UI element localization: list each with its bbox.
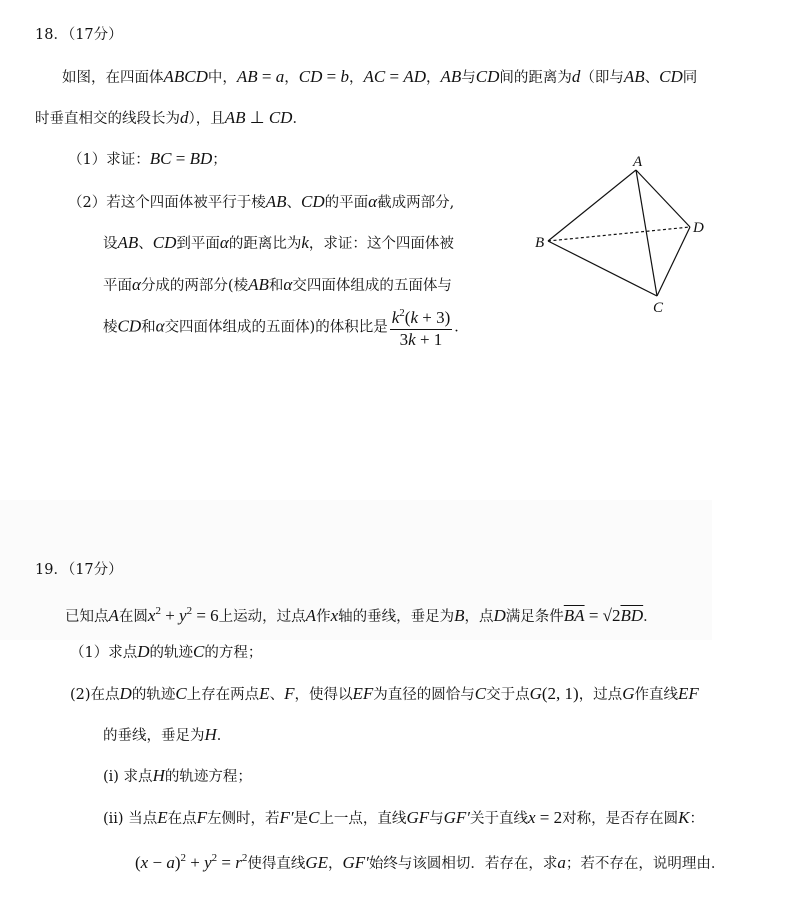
q19-part-2-line-2 xyxy=(103,725,231,746)
tetrahedron-diagram xyxy=(520,150,720,320)
math-symbol: b xyxy=(340,67,349,86)
text-run: ， xyxy=(328,856,343,872)
math-symbol: D xyxy=(137,642,150,661)
superscript: 2 xyxy=(241,852,248,864)
text-run: 作 xyxy=(316,609,331,625)
text-run: (2)在点 xyxy=(70,687,120,703)
math-symbol: H xyxy=(152,766,165,785)
q18-part-2-line-2 xyxy=(103,233,454,254)
math-expression: = xyxy=(385,67,404,86)
math-symbol: k xyxy=(391,308,400,327)
math-symbol: α xyxy=(283,275,293,294)
text-run: 上一点，直线 xyxy=(319,811,407,827)
math-expression: 3 xyxy=(399,330,409,349)
math-symbol: GF′ xyxy=(342,853,369,872)
q19-part-2-line-1 xyxy=(70,684,699,705)
text-run: 与 xyxy=(461,70,476,86)
math-symbol: CD xyxy=(301,192,325,211)
text-run: ． xyxy=(454,319,469,336)
math-symbol: C xyxy=(308,808,320,827)
text-run: ，过点 xyxy=(578,687,623,703)
math-symbol: a xyxy=(275,67,285,86)
math-expression: ) xyxy=(174,853,181,872)
text-run: 交于点 xyxy=(486,687,530,703)
fraction-numerator xyxy=(390,304,453,330)
text-run: 上运动，过点 xyxy=(218,609,306,625)
text-run: 、 xyxy=(269,687,285,703)
math-symbol: y xyxy=(179,606,187,625)
vertex-label-c: C xyxy=(653,300,664,316)
text-run: 间的距离为 xyxy=(499,70,572,86)
math-expression: ( xyxy=(404,308,411,327)
math-symbol: C xyxy=(175,684,187,703)
math-symbol: CD xyxy=(659,67,683,86)
math-symbol: F xyxy=(196,808,207,827)
text-run: 设 xyxy=(103,236,118,252)
text-run: ），且 xyxy=(188,111,225,127)
math-symbol: E xyxy=(157,808,168,827)
math-symbol: ABCD xyxy=(163,67,208,86)
math-symbol: D xyxy=(119,684,132,703)
text-run: 19．（17分） xyxy=(35,562,123,578)
superscript: 2 xyxy=(211,852,218,864)
vertex-label-b: B xyxy=(535,235,545,251)
text-run: 轴的垂线，垂足为 xyxy=(338,609,455,625)
math-symbol: CD xyxy=(152,233,177,252)
math-symbol: k xyxy=(408,330,416,349)
text-run: 交四面体组成的五面体)的体积比是 xyxy=(164,319,388,336)
math-expression: = √2 xyxy=(584,606,621,625)
math-symbol: k xyxy=(410,308,418,327)
text-run: 和 xyxy=(268,278,284,294)
text-run: 上存在两点 xyxy=(186,687,260,703)
text-run: 与 xyxy=(429,811,444,827)
text-run: 已知点 xyxy=(65,609,109,625)
math-symbol: EF xyxy=(352,684,374,703)
text-run: （1）求证： xyxy=(68,152,150,168)
text-run: ． xyxy=(216,728,232,744)
text-run: 是 xyxy=(293,811,309,827)
math-symbol: CD xyxy=(268,108,293,127)
text-run: 的轨迹 xyxy=(131,687,176,703)
text-run: ， xyxy=(425,70,441,86)
math-symbol: AB xyxy=(248,275,269,294)
text-run: ，使得以 xyxy=(294,687,353,703)
math-symbol: D xyxy=(493,606,506,625)
math-expression: + xyxy=(160,606,180,625)
text-run: 平面 xyxy=(103,278,132,294)
math-symbol: BC xyxy=(149,149,172,168)
math-symbol: AD xyxy=(403,67,426,86)
math-symbol: GF′ xyxy=(443,808,470,827)
math-symbol: A xyxy=(108,606,119,625)
text-run: 中， xyxy=(207,70,237,86)
math-expression: = 2 xyxy=(535,808,563,827)
text-run: （1）求点 xyxy=(70,645,138,661)
text-run: 交四面体组成的五面体与 xyxy=(292,278,452,294)
math-expression: ( xyxy=(135,853,141,872)
math-symbol: H xyxy=(204,725,217,744)
q18-part-2-line-1 xyxy=(68,192,454,213)
math-symbol: x xyxy=(140,853,149,872)
q19-part-2-ii-line-1 xyxy=(103,808,704,829)
math-expression: + 3) xyxy=(417,308,451,327)
text-run: ，求证：这个四面体被 xyxy=(308,236,454,252)
math-symbol: x xyxy=(330,606,339,625)
text-run: ， xyxy=(284,70,299,86)
vertex-label-a: A xyxy=(633,154,643,170)
text-run: 始终与该圆相切．若存在，求 xyxy=(368,856,558,872)
math-symbol: F xyxy=(284,684,295,703)
superscript: 2 xyxy=(180,852,186,864)
math-symbol: CD xyxy=(475,67,500,86)
text-run: 、 xyxy=(138,236,153,252)
text-run: 分成的两部分(棱 xyxy=(140,278,249,294)
math-symbol: x xyxy=(528,808,536,827)
fraction xyxy=(390,304,453,351)
text-run: 为直径的圆恰与 xyxy=(373,687,475,703)
q19-part-1 xyxy=(70,642,262,663)
math-symbol: AB xyxy=(117,233,139,252)
math-expression: ⊥ xyxy=(245,108,269,127)
text-run: 对称，是否存在圆 xyxy=(562,811,679,827)
text-run: ； xyxy=(212,152,227,168)
text-run: 左侧时，若 xyxy=(206,811,280,827)
text-run: (ii) 当点 xyxy=(103,811,158,827)
edge-cd xyxy=(657,227,690,296)
q18-stem-line-2 xyxy=(35,108,307,129)
text-run: ． xyxy=(643,609,658,625)
math-symbol: GF xyxy=(406,808,430,827)
math-expression: (2, 1) xyxy=(541,684,579,703)
math-symbol: B xyxy=(454,606,465,625)
text-run: 的轨迹方程； xyxy=(164,769,252,785)
text-run: 、 xyxy=(286,195,302,211)
math-symbol: CD xyxy=(117,316,142,336)
text-run: 、 xyxy=(644,70,660,86)
vector-symbol: $\overline{BA}$ xyxy=(563,606,585,625)
math-symbol: C xyxy=(474,684,487,703)
math-symbol: BD xyxy=(189,149,213,168)
text-run: 的方程； xyxy=(204,645,263,661)
math-expression: − xyxy=(148,853,167,872)
math-symbol: AB xyxy=(224,108,246,127)
q19-part-2-ii-line-2 xyxy=(135,848,725,874)
text-run: 在圆 xyxy=(118,609,148,625)
edge-bc xyxy=(548,241,657,296)
fraction-denominator xyxy=(390,330,453,351)
text-run: 如图，在四面体 xyxy=(62,70,164,86)
text-run: 的轨迹 xyxy=(149,645,194,661)
math-symbol: F′ xyxy=(279,808,294,827)
text-run: 和 xyxy=(141,319,156,336)
math-symbol: AB xyxy=(236,67,258,86)
text-run: ，点 xyxy=(464,609,494,625)
superscript: 2 xyxy=(155,605,161,617)
text-run: 的垂线，垂足为 xyxy=(103,728,205,744)
math-expression: + xyxy=(185,853,205,872)
text-run: (i) 求点 xyxy=(103,769,153,785)
q18-part-2-line-4 xyxy=(103,304,469,351)
math-expression: = xyxy=(257,67,276,86)
math-symbol: AB xyxy=(440,67,462,86)
math-symbol: GE xyxy=(305,853,329,872)
q18-part-2-line-3 xyxy=(103,275,452,296)
text-run: ： xyxy=(689,811,704,827)
text-run: 棱 xyxy=(103,319,118,336)
math-symbol: E xyxy=(259,684,270,703)
math-symbol: a xyxy=(557,853,566,872)
math-symbol: x xyxy=(147,606,156,625)
math-symbol: G xyxy=(622,684,635,703)
math-expression: + 1 xyxy=(415,330,443,349)
math-symbol: G xyxy=(529,684,542,703)
text-run: 截成两部分, xyxy=(377,195,455,211)
math-symbol: C xyxy=(193,642,205,661)
math-symbol: α xyxy=(219,233,229,252)
text-run: （即与 xyxy=(580,70,624,86)
math-symbol: K xyxy=(678,808,690,827)
text-run: ． xyxy=(292,111,307,127)
math-symbol: a xyxy=(166,853,175,872)
q19-part-2-i xyxy=(103,766,252,787)
math-symbol: y xyxy=(204,853,212,872)
math-symbol: d xyxy=(571,67,581,86)
math-expression: = xyxy=(322,67,341,86)
math-symbol: k xyxy=(301,233,309,252)
math-symbol: A xyxy=(305,606,317,625)
text-run: ， xyxy=(348,70,364,86)
math-symbol: CD xyxy=(298,67,323,86)
math-symbol: α xyxy=(132,275,141,294)
q18-part-1 xyxy=(68,149,227,170)
text-run: 时垂直相交的线段长为 xyxy=(35,111,180,127)
text-run: 到平面 xyxy=(176,236,220,252)
text-run: 关于直线 xyxy=(470,811,528,827)
math-symbol: d xyxy=(180,108,189,127)
math-symbol: AB xyxy=(623,67,645,86)
text-run: 在点 xyxy=(167,811,197,827)
text-run: ；若不存在，说明理由． xyxy=(565,856,726,872)
edge-ab xyxy=(548,170,636,241)
math-symbol: AC xyxy=(363,67,386,86)
text-run: 满足条件 xyxy=(505,609,564,625)
math-symbol: EF xyxy=(677,684,699,703)
text-run: （2）若这个四面体被平行于棱 xyxy=(68,195,266,211)
math-symbol: r xyxy=(235,853,242,872)
vector-symbol: $\overline{BD}$ xyxy=(620,606,644,625)
math-expression: = xyxy=(217,853,236,872)
q18-header xyxy=(35,25,123,45)
text-run: 18．（17分） xyxy=(35,27,123,43)
q19-stem xyxy=(65,601,658,627)
text-run: 作直线 xyxy=(634,687,678,703)
math-symbol: AB xyxy=(265,192,287,211)
superscript: 2 xyxy=(186,605,193,617)
superscript: 2 xyxy=(399,307,405,319)
text-run: 同 xyxy=(682,70,698,86)
math-symbol: α xyxy=(155,316,165,336)
math-expression: = xyxy=(171,149,190,168)
q18-stem-line-1 xyxy=(62,67,697,88)
q19-header xyxy=(35,560,123,580)
math-symbol: α xyxy=(368,192,378,211)
text-run: 使得直线 xyxy=(247,856,306,872)
vertex-label-d: D xyxy=(693,220,704,236)
math-expression: = 6 xyxy=(192,606,219,625)
edge-bd-hidden xyxy=(548,227,690,241)
text-run: 的距离比为 xyxy=(228,236,302,252)
text-run: 的平面 xyxy=(324,195,369,211)
